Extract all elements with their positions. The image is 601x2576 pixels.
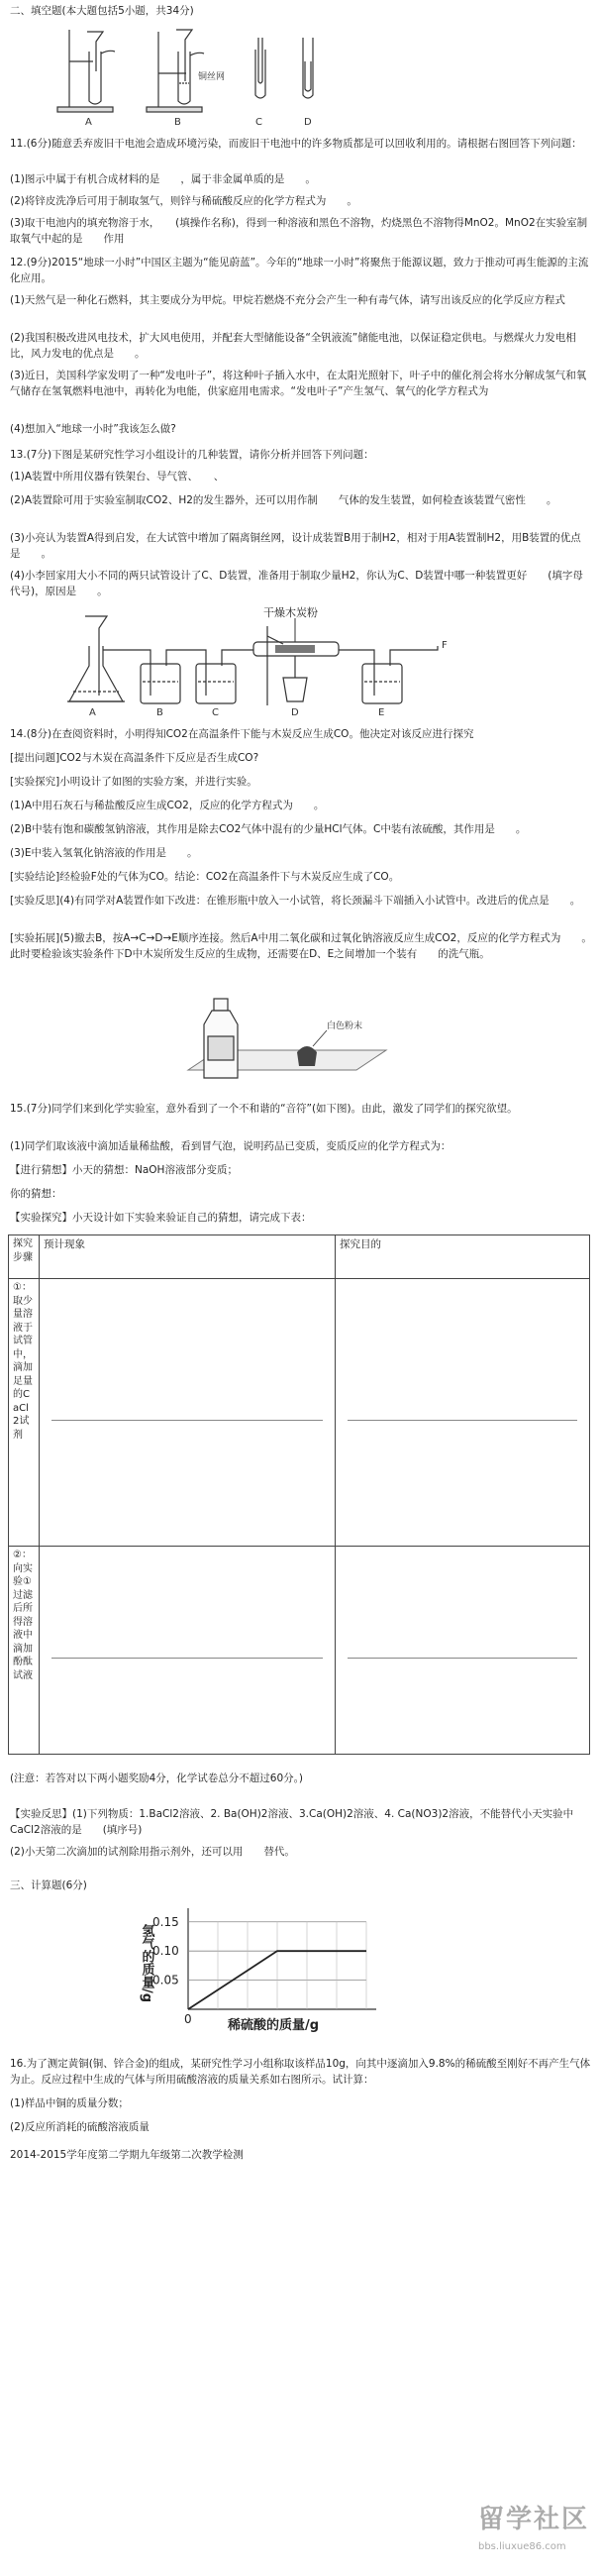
q13-p3: (3)小亮认为装置A得到启发，在大试管中增加了隔离铜丝网，设计成装置B用于制H2，相对于用A装置制H2，用B装置的优点是 。 (10, 532, 581, 560)
watermark (478, 2501, 589, 2554)
q14-intro: 14.(8分)在查阅资料时，小明得知CO2在高温条件下能与木炭反应生成CO。他决定对该反应进行探究 (10, 728, 474, 740)
fig-label-c: C (255, 117, 262, 128)
apparatus-figure (50, 22, 347, 129)
powder-label: 白色粉末 (327, 1021, 363, 1031)
section-3-title: 三、计算题(6分) (10, 1879, 87, 1891)
q15-reflect2: (2)小天第二次滴加的试剂除用指示剂外，还可以用 替代。 (10, 1846, 295, 1858)
header-phenomenon: 预计现象 (40, 1235, 336, 1279)
chain-label-e: E (378, 707, 385, 717)
step-1: ①：取少量溶液于试管中，滴加足量的CaCl2试剂 (9, 1279, 40, 1547)
q16-intro: 16.为了测定黄铜(铜、锌合金)的组成，某研究性学习小组称取该样品10g，向其中逐滴加入9.8%的稀硫酸至刚好不再产生气体为止。反应过程中生成的气体与所用硫酸溶液的质量关系如右图所示。试计算： (10, 2058, 591, 2086)
q14-reflect1: [实验反思](4)有同学对A装置作如下改进：在锥形瓶中放入一小试管，将长颈漏斗下端插入小试管中。改进后的优点是 。 (10, 895, 581, 907)
q15-hypothesis: 【进行猜想】小天的猜想：NaOH溶液部分变质； (10, 1164, 238, 1176)
q13-intro: 13.(7分)下图是某研究性学习小组设计的几种装置，请你分析并回答下列问题： (10, 449, 374, 461)
answer-line (51, 1658, 323, 1659)
chain-label-c: C (212, 707, 219, 717)
experiment-table (8, 1234, 590, 1755)
y-tick-label-2: 0.15 (152, 1914, 179, 1929)
q15-note: (注意：若答对以下两小题奖励4分，化学试卷总分不超过60分。) (10, 1772, 303, 1784)
header-purpose: 探究目的 (336, 1235, 590, 1279)
q11-p2: (2)将锌皮洗净后可用于制取氢气，则锌与稀硫酸反应的化学方程式为 。 (10, 195, 357, 207)
section-title: 二、填空题(本大题包括5小题，共34分) (10, 5, 194, 17)
step-2-purpose-cell[interactable] (336, 1547, 590, 1755)
q15-your-guess: 你的猜想： (10, 1188, 62, 1200)
q13-p2: (2)A装置除可用于实验室制取CO2、H2的发生器外，还可以用作制 气体的发生装置，如何检查该装置气密性 。 (10, 494, 557, 506)
q14-p2: (2)B中装有饱和碳酸氢钠溶液，其作用是除去CO2气体中混有的少量HCl气体。C中装有浓硫酸，其作用是 。 (10, 823, 527, 835)
bottle-figure (178, 991, 396, 1094)
hydrogen-chart (129, 1898, 416, 2037)
fig-label-d: D (304, 117, 312, 128)
chart-ylabel: 氢气的质量/g (139, 1924, 154, 2003)
q14-question: [提出问题]CO2与木炭在高温条件下反应是否生成CO? (10, 752, 259, 764)
step-2: ②：向实验①过滤后所得溶液中滴加酚酞试液 (9, 1547, 40, 1755)
fig-label-b: B (174, 117, 181, 128)
q14-plan: [实验探究]小明设计了如图的实验方案，并进行实验。 (10, 776, 257, 788)
answer-line (348, 1658, 577, 1659)
q16-p2: (2)反应所消耗的硫酸溶液质量 (10, 2121, 150, 2133)
q13-p1: (1)A装置中所用仪器有铁架台、导气管、 、 (10, 471, 241, 483)
q12-p2: (2)我国积极改进风电技术，扩大风电使用，并配套大型储能设备“全钒液流”储能电池，以保证稳定供电。与燃煤火力发电相比，风力发电的优点是 。 (10, 332, 576, 360)
q12-intro: 12.(9分)2015“地球一小时”中国区主题为“能见蔚蓝”。今年的“地球一小时”将聚焦于能源议题，致力于推动可再生能源的主流化应用。 (10, 257, 589, 284)
q16-p1: (1)样品中铜的质量分数； (10, 2097, 129, 2109)
y-tick-label-0: 0.05 (152, 1973, 179, 1987)
q15-p1: (1)同学们取该液中滴加适量稀盐酸，看到冒气泡，说明药品已变质，变质反应的化学方程式为： (10, 1140, 467, 1152)
q15-reflect1: 【实验反思】(1)下列物质：1.BaCl2溶液、2. Ba(OH)2溶液、3.Ca(OH)2溶液、4. Ca(NO3)2溶液，不能替代小天实验中CaCl2溶液的是 (填序号) (10, 1808, 574, 1836)
step-2-phenomenon-cell[interactable] (40, 1547, 336, 1755)
dry-carbon-label: 干燥木炭粉 (263, 606, 318, 619)
q11-p1: (1)图示中属于有机合成材料的是 ，属于非金属单质的是 。 (10, 173, 316, 185)
step-1-phenomenon-cell[interactable] (40, 1279, 336, 1547)
chart-xlabel: 稀硫酸的质量/g (228, 2018, 320, 2033)
watermark-main: 留学社区 (477, 2505, 589, 2534)
q14-p3: (3)E中装入氢氧化钠溶液的作用是 。 (10, 847, 198, 859)
q11-intro: 11.(6分)随意丢弃废旧干电池会造成环境污染，而废旧干电池中的许多物质都是可以回收利用的。请根据右图回答下列问题： (10, 138, 582, 150)
q14-reflect2: [实验拓展](5)撤去B，按A→C→D→E顺序连接。然后A中用二氧化碳和过氧化钠溶液反应生成CO2，反应的化学方程式为 。此时要检验该实验条件下D中木炭所发生反应的生成物，还需要在D、E之间增加一个装有 的洗气瓶。 (10, 932, 592, 960)
chain-label-d: D (291, 707, 299, 717)
q15-explore: 【实验探究】小天设计如下实验来验证自己的猜想，请完成下表： (10, 1212, 312, 1224)
chain-apparatus-figure (59, 606, 475, 717)
q12-p3: (3)近日，美国科学家发明了一种“发电叶子”，将这种叶子插入水中，在太阳光照射下，叶子中的催化剂会将水分解成氢气和氧气储存在氢氧燃料电池中，再转化为电能，供家庭用电需求。“发电叶子”产生氢气、氧气的化学方程式为 (10, 370, 587, 397)
header-step: 探究步骤 (9, 1235, 40, 1279)
chain-label-b: B (156, 707, 163, 717)
q14-p1: (1)A中用石灰石与稀盐酸反应生成CO2，反应的化学方程式为 。 (10, 800, 325, 811)
step-1-purpose-cell[interactable] (336, 1279, 590, 1547)
q13-p4: (4)小李回家用大小不同的两只试管设计了C、D装置，准备用于制取少量H2，你认为C、D装置中哪一种装置更好 (填字母代号)，原因是 。 (10, 570, 583, 597)
answer-line (51, 1420, 323, 1421)
q12-p1: (1)天然气是一种化石燃料，其主要成分为甲烷。甲烷若燃烧不充分会产生一种有毒气体，请写出该反应的化学反应方程式 (10, 294, 565, 306)
chain-label-f: F (442, 640, 448, 651)
answer-line (348, 1420, 577, 1421)
q14-conclusion: [实验结论]经检验F处的气体为CO。结论：CO2在高温条件下与木炭反应生成了CO。 (10, 871, 400, 883)
q15-intro: 15.(7分)同学们来到化学实验室，意外看到了一个不和谐的“音符”(如下图)。由此，激发了同学们的探究欲望。 (10, 1103, 518, 1115)
q16-footer: 2014-2015学年度第二学期九年级第二次教学检测 (10, 2149, 244, 2161)
y-tick-label-1: 0.10 (152, 1944, 179, 1959)
chain-label-a: A (89, 707, 96, 717)
fig-label-a: A (85, 117, 92, 128)
watermark-sub: bbs.liuxue86.com (477, 2541, 566, 2552)
q12-p4: (4)想加入“地球一小时”我该怎么做? (10, 423, 176, 435)
mesh-label: 铜丝网 (198, 72, 226, 82)
chart-origin: 0 (184, 2012, 192, 2026)
q11-p3: (3)取干电池内的填充物溶于水， (填操作名称)，得到一种溶液和黑色不溶物，灼烧黑色不溶物得MnO2。MnO2在实验室制取氧气中起的是 作用 (10, 217, 588, 245)
